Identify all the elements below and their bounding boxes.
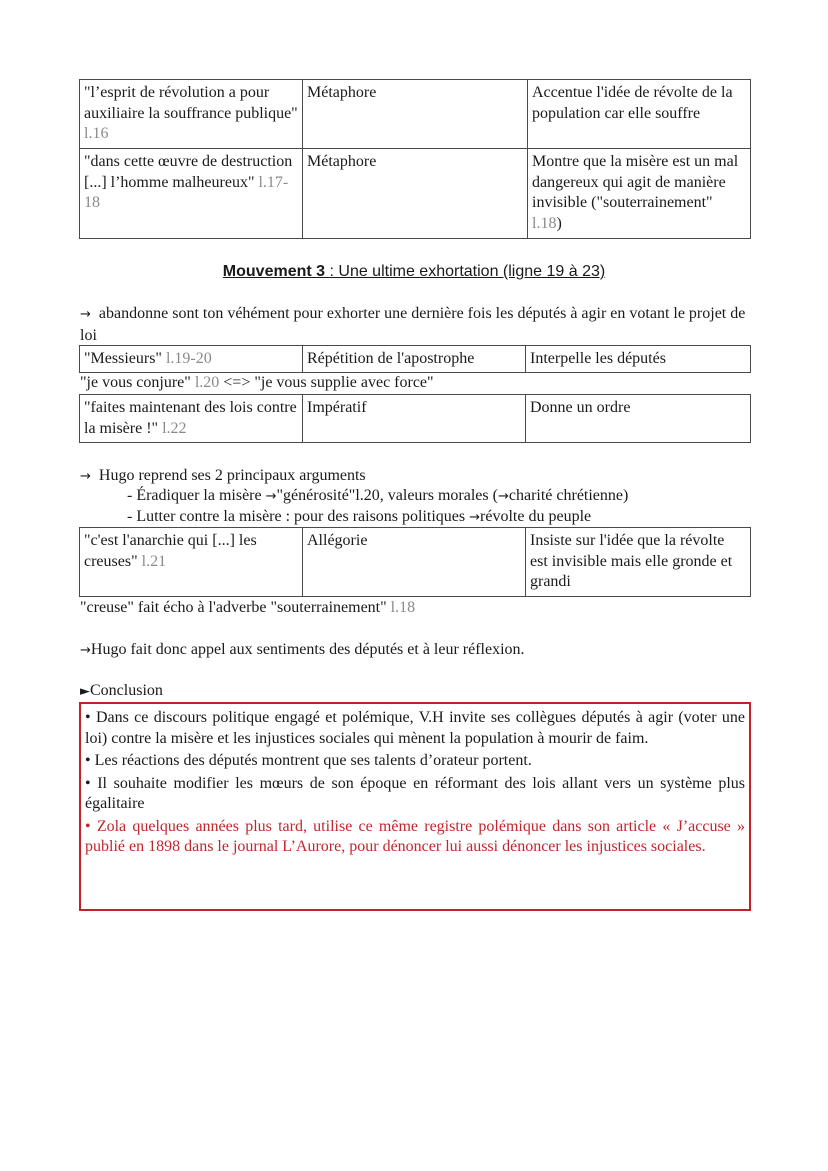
arrow-icon: → — [80, 307, 91, 322]
line-ref: l.22 — [162, 419, 187, 437]
arrow-icon: → — [497, 489, 509, 504]
conclusion-item: • Il souhaite modifier les mœurs de son époque en réformant des lois allant vers un système plus égalitaire — [85, 774, 745, 812]
figure-cell: Allégorie — [303, 528, 526, 597]
figures-table-1 — [79, 79, 751, 239]
intro-paragraph: → abandonne sont ton véhément pour exhorter une dernière fois les députés à agir en votant le projet de loi — [80, 305, 746, 344]
quote-cell: "l’esprit de révolution a pour auxiliaire la souffrance publique" l.16 — [80, 80, 303, 149]
figures-table-4 — [79, 527, 751, 597]
quote-cell: "Messieurs" l.19-20 — [80, 346, 303, 373]
line-ref: l.21 — [141, 552, 167, 570]
echo-note: "creuse" fait écho à l'adverbe "souterrainement" l.18 — [80, 599, 416, 616]
conclusion-box — [79, 702, 751, 911]
appeal-sentence: →Hugo fait donc appel aux sentiments des députés et à leur réflexion. — [80, 641, 525, 658]
quote-cell: "faites maintenant des lois contre la misère !" l.22 — [80, 395, 303, 443]
effect-cell: Montre que la misère est un mal dangereux qui agit de manière invisible ("souterrainement" l.18) — [528, 149, 751, 239]
table-row — [80, 346, 751, 373]
figure-cell: Métaphore — [303, 149, 528, 239]
line-ref: l.18 — [532, 214, 557, 232]
effect-cell: Accentue l'idée de révolte de la population car elle souffre — [528, 80, 751, 149]
conclusion-heading: ►Conclusion — [80, 682, 163, 699]
conclusion-item: • Dans ce discours politique engagé et polémique, V.H invite ses collègues députés à agir (voter une loi) contre la misère et les injustices sociales qui mènent la population à mourir de faim. — [85, 709, 745, 747]
equivalence-note: "je vous conjure" l.20 <=> "je vous supplie avec force" — [80, 374, 434, 391]
line-ref: l.17-18 — [84, 173, 289, 211]
effect-cell: Insiste sur l'idée que la révolte est invisible mais elle gronde et grandi — [526, 528, 751, 597]
arguments-intro: → Hugo reprend ses 2 principaux arguments — [80, 467, 366, 484]
effect-cell: Interpelle les députés — [526, 346, 751, 373]
quote-cell: "dans cette œuvre de destruction [...] l’homme malheureux" l.17-18 — [80, 149, 303, 239]
argument-item-1: - Éradiquer la misère →"générosité"l.20, valeurs morales (→charité chrétienne) — [127, 487, 629, 504]
figure-cell: Impératif — [303, 395, 526, 443]
quote-cell: "c'est l'anarchie qui [...] les creuses" l.21 — [80, 528, 303, 597]
line-ref: l.18 — [390, 599, 416, 616]
line-ref: l.16 — [84, 125, 109, 142]
argument-item-2: - Lutter contre la misère : pour des raisons politiques →révolte du peuple — [127, 508, 592, 525]
figures-table-2 — [79, 345, 751, 373]
arrow-icon: → — [80, 469, 91, 484]
figures-table-3 — [79, 394, 751, 443]
table-row — [80, 80, 751, 149]
section-heading: Mouvement 3 : Une ultime exhortation (ligne 19 à 23) — [222, 263, 606, 280]
arrow-icon: → — [80, 643, 91, 658]
line-ref: l.20 — [194, 374, 220, 391]
line-ref: l.19-20 — [165, 350, 212, 367]
figure-cell: Répétition de l'apostrophe — [303, 346, 526, 373]
conclusion-item: • Les réactions des députés montrent que ses talents d’orateur portent. — [85, 752, 532, 769]
effect-cell: Donne un ordre — [526, 395, 751, 443]
figure-cell: Métaphore — [303, 80, 528, 149]
conclusion-item-highlight: • Zola quelques années plus tard, utilise ce même registre polémique dans son article « J’accuse » publié en 1898 dans le journal L’Aurore, pour dénoncer lui aussi dénoncer les injustices sociales. — [85, 817, 745, 855]
arrow-icon: → — [469, 510, 481, 525]
table-row — [80, 528, 751, 597]
table-row — [80, 149, 751, 239]
arrow-icon: → — [265, 489, 277, 504]
triangle-bullet-icon: ► — [80, 684, 90, 699]
table-row — [80, 395, 751, 443]
